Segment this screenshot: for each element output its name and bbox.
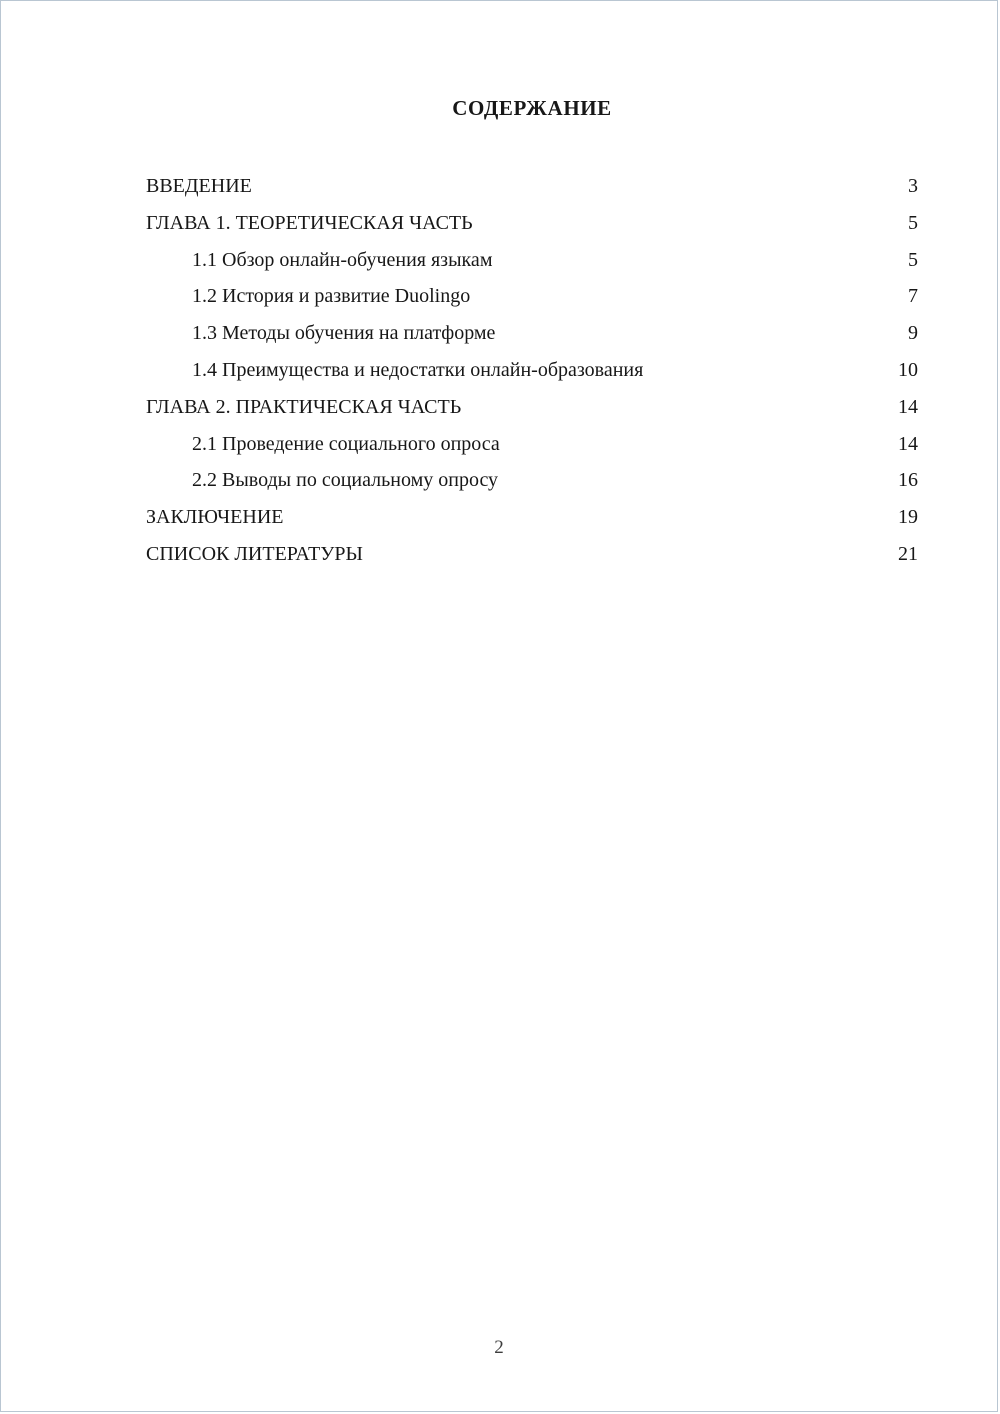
toc-row xyxy=(146,278,918,315)
page-title: СОДЕРЖАНИЕ xyxy=(452,96,612,120)
toc-entry-label: СПИСОК ЛИТЕРАТУРЫ xyxy=(146,542,363,565)
toc-entry-label: 1.3 Методы обучения на платформе xyxy=(192,322,496,345)
toc-entry-label: 1.2 История и развитие Duolingo xyxy=(192,285,471,308)
toc-entry-label: ЗАКЛЮЧЕНИЕ xyxy=(146,506,284,529)
toc-entry-page: 7 xyxy=(908,285,918,308)
toc-entry-page: 5 xyxy=(908,248,918,271)
toc-row xyxy=(146,389,918,426)
toc-entry-page: 14 xyxy=(898,432,918,455)
toc-row xyxy=(146,536,918,573)
toc-row xyxy=(146,499,918,536)
toc-entry-label: ГЛАВА 2. ПРАКТИЧЕСКАЯ ЧАСТЬ xyxy=(146,395,462,418)
toc-entry-page: 16 xyxy=(898,469,918,492)
toc-entry-label: 1.4 Преимущества и недостатки онлайн-образования xyxy=(192,358,644,381)
table-of-contents xyxy=(146,168,918,573)
toc-entry-page: 14 xyxy=(898,395,918,418)
toc-row xyxy=(146,462,918,499)
toc-row xyxy=(146,168,918,205)
toc-row xyxy=(146,352,918,389)
toc-row xyxy=(146,426,918,463)
toc-row xyxy=(146,242,918,279)
toc-entry-page: 10 xyxy=(898,358,918,381)
toc-entry-label: ВВЕДЕНИЕ xyxy=(146,175,252,197)
toc-entry-label: 1.1 Обзор онлайн-обучения языкам xyxy=(192,248,493,271)
toc-entry-page: 5 xyxy=(908,211,918,234)
toc-entry-page: 9 xyxy=(908,322,918,345)
toc-entry-page: 19 xyxy=(898,506,918,529)
toc-entry-label: 2.2 Выводы по социальному опросу xyxy=(192,469,499,492)
toc-row xyxy=(146,205,918,242)
toc-entry-page: 3 xyxy=(908,175,918,197)
toc-entry-page: 21 xyxy=(898,542,918,565)
toc-entry-label: ГЛАВА 1. ТЕОРЕТИЧЕСКАЯ ЧАСТЬ xyxy=(146,211,473,234)
toc-entry-label: 2.1 Проведение социального опроса xyxy=(192,432,500,455)
toc-row xyxy=(146,315,918,352)
page-number: 2 xyxy=(494,1337,504,1358)
